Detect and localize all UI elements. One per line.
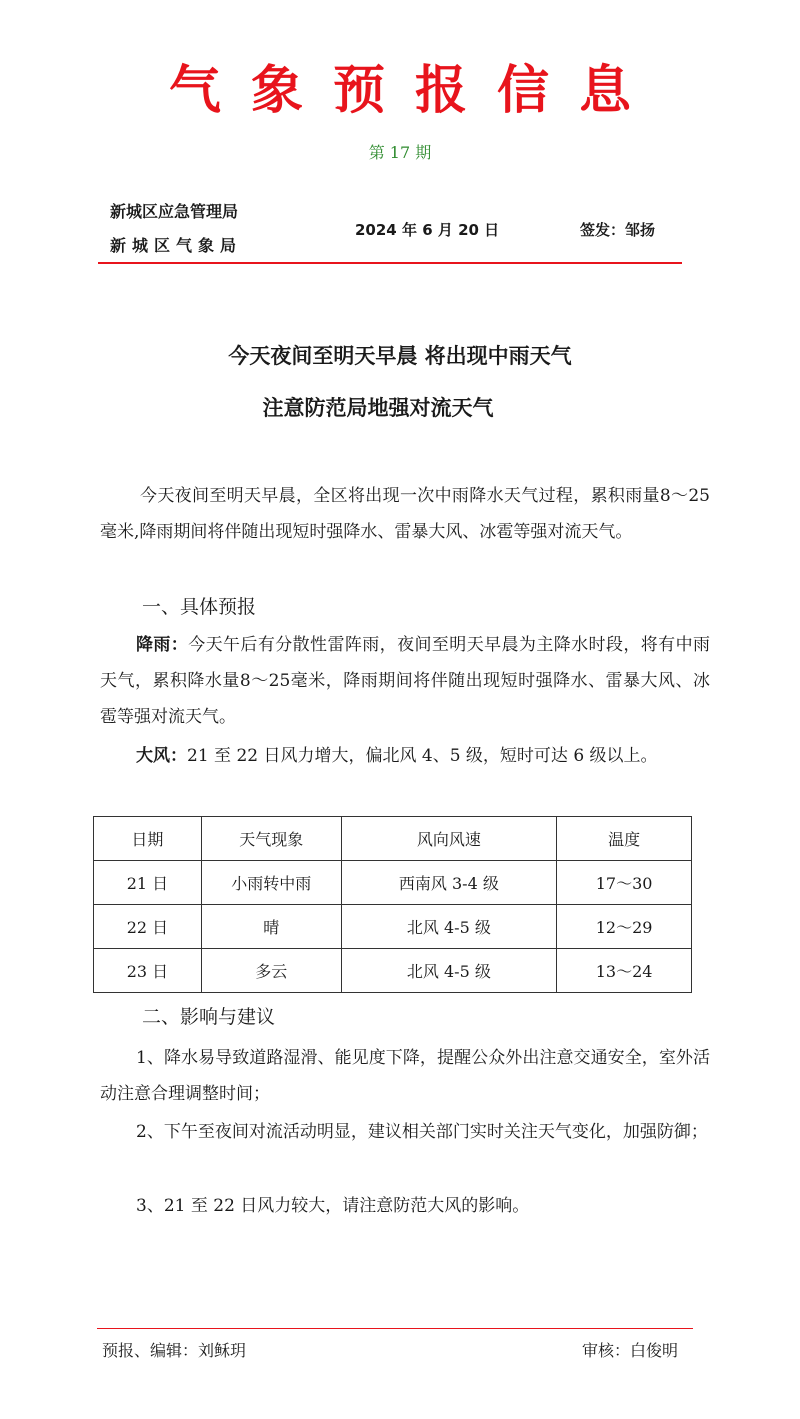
issuing-org-emergency: 新城区应急管理局 bbox=[110, 202, 239, 221]
cell-temperature: 17～30 bbox=[557, 861, 692, 905]
issue-number: 第 17 期 bbox=[368, 143, 432, 162]
header-temperature: 温度 bbox=[557, 817, 692, 861]
rain-forecast-paragraph bbox=[100, 627, 710, 735]
table-row bbox=[94, 861, 692, 905]
headline-line-2: 注意防范局地强对流天气 bbox=[262, 396, 494, 420]
signer: 签发：邹扬 bbox=[580, 221, 656, 239]
headline-line-1: 今天夜间至明天早晨 将出现中雨天气 bbox=[228, 344, 572, 368]
advice-item-1: 1、降水易导致道路湿滑、能见度下降，提醒公众外出注意交通安全，室外活动注意合理调整时间； bbox=[100, 1048, 710, 1104]
cell-date: 22 日 bbox=[94, 905, 202, 949]
forecast-table bbox=[93, 816, 692, 993]
cell-weather: 晴 bbox=[201, 905, 341, 949]
cell-temperature: 12～29 bbox=[557, 905, 692, 949]
section-heading-forecast: 一、具体预报 bbox=[142, 596, 257, 618]
table-header-row bbox=[94, 817, 692, 861]
cell-date: 23 日 bbox=[94, 949, 202, 993]
cell-wind: 西南风 3-4 级 bbox=[341, 861, 557, 905]
rain-label: 降雨： bbox=[136, 635, 189, 655]
table-row bbox=[94, 905, 692, 949]
cell-temperature: 13～24 bbox=[557, 949, 692, 993]
advice-item-2: 2、下午至夜间对流活动明显，建议相关部门实时关注天气变化，加强防御； bbox=[136, 1122, 708, 1142]
header-date: 日期 bbox=[94, 817, 202, 861]
cell-wind: 北风 4-5 级 bbox=[341, 905, 557, 949]
table-row bbox=[94, 949, 692, 993]
wind-forecast-paragraph bbox=[136, 738, 716, 774]
advice-item-3: 3、21 至 22 日风力较大，请注意防范大风的影响。 bbox=[136, 1196, 530, 1216]
cell-wind: 北风 4-5 级 bbox=[341, 949, 557, 993]
cell-weather: 小雨转中雨 bbox=[201, 861, 341, 905]
rain-text: 今天午后有分散性雷阵雨，夜间至明天早晨为主降水时段，将有中雨天气，累积降水量8～25毫米，降雨期间将伴随出现短时强降水、雷暴大风、冰雹等强对流天气。 bbox=[100, 635, 710, 727]
wind-text: 21 至 22 日风力增大，偏北风 4、5 级，短时可达 6 级以上。 bbox=[187, 746, 658, 766]
issue-date: 2024 年 6 月 20 日 bbox=[355, 221, 500, 239]
footer-reviewer: 审核：白俊明 bbox=[582, 1341, 679, 1360]
wind-label: 大风： bbox=[136, 746, 187, 766]
cell-date: 21 日 bbox=[94, 861, 202, 905]
header-weather: 天气现象 bbox=[201, 817, 341, 861]
footer-divider bbox=[97, 1328, 693, 1329]
issuing-org-meteorology: 新城区气象局 bbox=[110, 236, 243, 255]
intro-paragraph: 今天夜间至明天早晨，全区将出现一次中雨降水天气过程，累积雨量8～25毫米,降雨期间将伴随出现短时强降水、雷暴大风、冰雹等强对流天气。 bbox=[100, 486, 710, 542]
masthead-title: 气象预报信息 bbox=[168, 60, 661, 121]
header-divider bbox=[98, 262, 682, 264]
cell-weather: 多云 bbox=[201, 949, 341, 993]
section-heading-advice: 二、影响与建议 bbox=[142, 1006, 276, 1028]
footer-editor: 预报、编辑：刘稣玥 bbox=[102, 1341, 247, 1360]
header-wind: 风向风速 bbox=[341, 817, 557, 861]
